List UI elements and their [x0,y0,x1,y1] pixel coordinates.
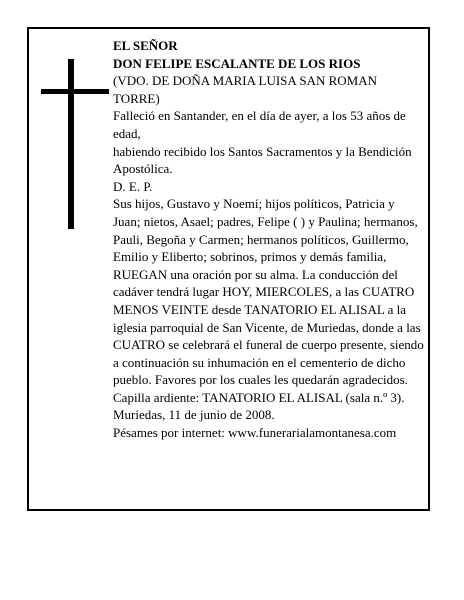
condolences-line: Pésames por internet: www.funerarialamontanesa.com [113,425,397,441]
cross-vertical-bar [68,59,74,229]
notice-text [113,37,425,442]
notice-heading: EL SEÑOR [113,38,178,53]
cross-icon [41,59,109,229]
funeral-details: RUEGAN una oración por su alma. La conducción del cadáver tendrá lugar HOY, MIERCOLES, a las CUATRO MENOS VEINTE desde TANATORIO EL ALISAL a la iglesia parroquial de San Vicente, de Muriedas, donde a las CUATRO se celebrará el funeral de cuerpo presente, siendo a continuación su inhumación en el cementerio de dicho pueblo. Favores por los cuales les quedarán agradecidos. Capilla ardiente: TANATORIO EL ALISAL (sala n.º 3). [113,266,424,405]
family-list: Sus hijos, Gustavo y Noemí; hijos políticos, Patricia y Juan; nietos, Asael; padres, Felipe ( ) y Paulina; hermanos, Pauli, Begoña y Carmen; hermanos políticos, Guillermo, Emilio y Eliberto; sobrinos, primos y demás familia, [113,196,418,265]
deceased-name: DON FELIPE ESCALANTE DE LOS RIOS [113,55,361,71]
death-statement: Falleció en Santander, en el día de ayer, a los 53 años de edad, [113,108,406,141]
dep-line: D. E. P. [113,178,153,194]
obituary-notice [27,27,430,511]
place-date: Muriedas, 11 de junio de 2008. [113,407,275,423]
cross-horizontal-bar [41,89,109,94]
sacraments-statement: habiendo recibido los Santos Sacramentos y la Bendición Apostólica. [113,143,412,177]
widower-of: (VDO. DE DOÑA MARIA LUISA SAN ROMAN TORRE) [113,73,377,106]
